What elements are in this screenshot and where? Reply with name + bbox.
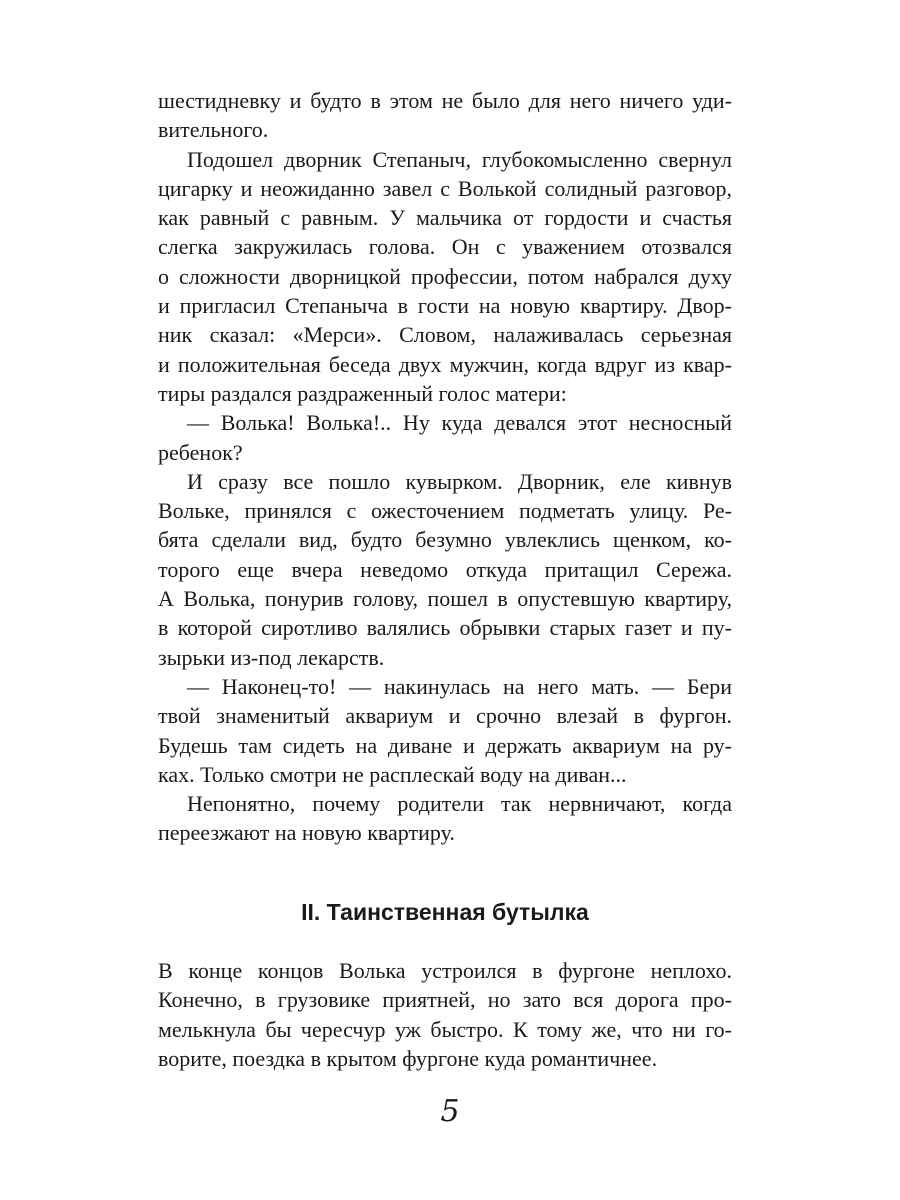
text-line: и положительная беседа двух мужчин, когда вдруг из квар- (158, 351, 732, 377)
text-line: Вольке, принялся с ожесточением подметать улицу. Ре- (158, 498, 732, 524)
text-line: Конечно, в грузовике приятней, но зато вся дорога про- (158, 987, 732, 1013)
text-line: твой знаменитый аквариум и срочно влезай в фургон. (158, 703, 732, 729)
text-line: переезжают на новую квартиру. (158, 820, 455, 846)
text-line: цигарку и неожиданно завел с Волькой солидный разговор, (158, 175, 732, 201)
text-line: о сложности дворницкой профессии, потом набрался духу (158, 263, 732, 289)
text-line: мелькнула бы чересчур уж быстро. К тому же, что ни го- (158, 1016, 732, 1042)
body-text (158, 86, 732, 848)
text-line: слегка закружилась голова. Он с уважением отозвался (158, 234, 732, 260)
text-line: торого еще вчера неведомо откуда притащил Сережа. (158, 556, 732, 582)
text-line: в которой сиротливо валялись обрывки старых газет и пу- (158, 615, 732, 641)
text-line: В конце концов Волька устроился в фургоне неплохо. (158, 958, 732, 983)
text-line: как равный с равным. У мальчика от гордости и счастья (158, 205, 732, 231)
text-line: И сразу все пошло кувырком. Дворник, еле кивнув (187, 468, 732, 494)
text-line: ребенок? (158, 439, 243, 465)
text-line: и пригласил Степаныча в гости на новую квартиру. Двор- (158, 293, 732, 319)
text-line: Подошел дворник Степаныч, глубокомысленно свернул (187, 146, 732, 172)
chapter-text (158, 956, 732, 1073)
text-line: А Волька, понурив голову, пошел в опустевшую квартиру, (158, 586, 732, 612)
text-line: ник сказал: «Мерси». Словом, налаживалась серьезная (158, 322, 732, 348)
text-line: тиры раздался раздраженный голос матери: (158, 380, 567, 406)
text-line: зырьки из-под лекарств. (158, 644, 385, 670)
text-line: Будешь там сидеть на диване и держать аквариум на ру- (158, 732, 732, 758)
text-line: — Наконец-то! — накинулась на него мать. — Бери (187, 673, 732, 699)
chapter-title: II. Таинственная бутылка (301, 899, 589, 925)
text-line: ворите, поездка в крытом фургоне куда романтичнее. (158, 1045, 658, 1071)
text-line: ках. Только смотри не расплескай воду на диван... (158, 761, 627, 787)
page-number: 5 (440, 1094, 460, 1129)
text-line: бята сделали вид, будто безумно увлеклись щенком, ко- (158, 527, 732, 553)
text-line: — Волька! Волька!.. Ну куда девался этот несносный (187, 410, 732, 436)
text-line: шестидневку и будто в этом не было для него ничего уди- (158, 88, 732, 113)
text-line: вительного. (158, 117, 269, 143)
text-line: Непонятно, почему родители так нервничают, когда (187, 791, 732, 817)
